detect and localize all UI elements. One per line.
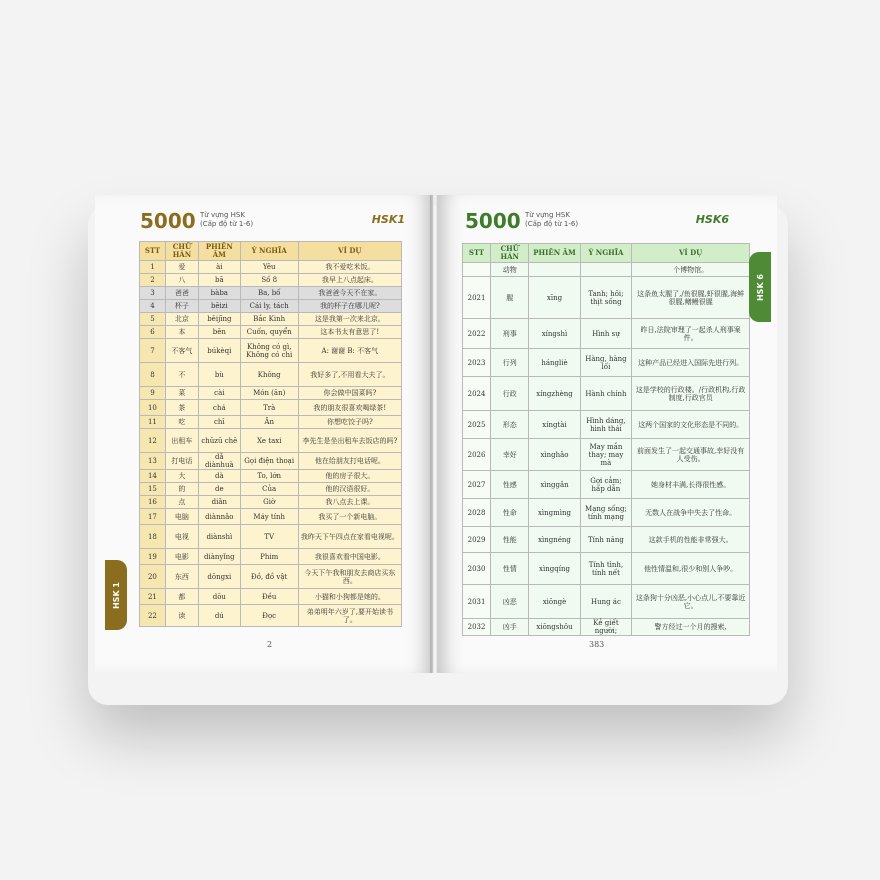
right-tab-label: HSK 6 bbox=[755, 273, 765, 301]
right-col-header: PHIÊN ÂM bbox=[529, 244, 580, 263]
left-table-row bbox=[140, 470, 402, 483]
right-header bbox=[465, 209, 729, 235]
left-table-cell: 爱 bbox=[165, 261, 198, 274]
left-table-cell: 我八点去上课。 bbox=[298, 496, 401, 509]
left-table-row bbox=[140, 483, 402, 496]
left-table-cell: dōu bbox=[198, 589, 240, 605]
left-col-header: PHIÊN ÂM bbox=[198, 242, 240, 261]
left-table-cell: bēizi bbox=[198, 300, 240, 313]
left-table-cell: Phim bbox=[240, 549, 298, 565]
left-table-row bbox=[140, 565, 402, 589]
right-table-row bbox=[463, 439, 750, 471]
right-table-cell: 刑事 bbox=[491, 319, 529, 349]
left-table-cell: 他在给朋友打电话呢。 bbox=[298, 453, 401, 470]
right-table-row bbox=[463, 527, 750, 553]
left-col-header: VÍ DỤ bbox=[298, 242, 401, 261]
left-table-cell: búkèqi bbox=[198, 339, 240, 363]
right-col-header: Ý NGHĨA bbox=[580, 244, 632, 263]
right-table-cell: 她身材丰满,长得很性感。 bbox=[632, 471, 750, 499]
left-table-cell: 你会做中国菜吗? bbox=[298, 387, 401, 400]
right-col-header: STT bbox=[463, 244, 491, 263]
right-table-cell: Hình dáng, hình thái bbox=[580, 411, 632, 439]
left-table-cell: 17 bbox=[140, 509, 166, 525]
right-table-cell: 个博物馆。 bbox=[632, 263, 750, 277]
left-level-label: HSK1 bbox=[371, 213, 405, 226]
right-table-row bbox=[463, 377, 750, 411]
right-table-row bbox=[463, 585, 750, 619]
left-table-row bbox=[140, 549, 402, 565]
left-table-cell: diànnǎo bbox=[198, 509, 240, 525]
left-table-cell: 电影 bbox=[165, 549, 198, 565]
left-col-header: CHỮ HÁN bbox=[165, 242, 198, 261]
left-table-cell: Bắc Kinh bbox=[240, 313, 298, 326]
left-table-row bbox=[140, 416, 402, 429]
right-table-cell: 这种产品已经进入国际先进行列。 bbox=[632, 349, 750, 377]
right-table-cell: Hành chính bbox=[580, 377, 632, 411]
left-table-cell: běijīng bbox=[198, 313, 240, 326]
right-table-cell: 前面发生了一起交通事故,幸好没有人受伤。 bbox=[632, 439, 750, 471]
right-table-cell: Tính năng bbox=[580, 527, 632, 553]
left-table-cell: Cuốn, quyển bbox=[240, 326, 298, 339]
right-table-row bbox=[463, 349, 750, 377]
left-table-cell: 李先生是坐出租车去饭店的吗? bbox=[298, 429, 401, 453]
right-table-cell: 幸好 bbox=[491, 439, 529, 471]
right-table-cell: 警方经过一个月的搜索, bbox=[632, 619, 750, 636]
left-table-cell: bù bbox=[198, 363, 240, 387]
left-table-cell: chá bbox=[198, 400, 240, 416]
left-table-cell: 11 bbox=[140, 416, 166, 429]
right-table-row bbox=[463, 553, 750, 585]
left-table-cell: 18 bbox=[140, 525, 166, 549]
left-table-cell: 这是我第一次来北京。 bbox=[298, 313, 401, 326]
right-table-cell: 性能 bbox=[491, 527, 529, 553]
left-table-cell: diǎn bbox=[198, 496, 240, 509]
right-table-cell: xíngshì bbox=[529, 319, 580, 349]
left-table-row bbox=[140, 589, 402, 605]
left-table-row bbox=[140, 605, 402, 627]
left-table-cell: 不客气 bbox=[165, 339, 198, 363]
left-table-cell: Không bbox=[240, 363, 298, 387]
left-table-cell: 14 bbox=[140, 470, 166, 483]
left-page bbox=[95, 195, 433, 673]
right-subtitle bbox=[525, 211, 578, 229]
right-table-cell: Mạng sống; tính mạng bbox=[580, 499, 632, 527]
left-table-cell: 杯子 bbox=[165, 300, 198, 313]
left-table-cell: 5 bbox=[140, 313, 166, 326]
right-table-cell: 2025 bbox=[463, 411, 491, 439]
left-table-cell: Đều bbox=[240, 589, 298, 605]
left-table-cell: 13 bbox=[140, 453, 166, 470]
left-table-cell: 这本书太有意思了! bbox=[298, 326, 401, 339]
left-table-cell: 大 bbox=[165, 470, 198, 483]
right-table-cell: Hình sự bbox=[580, 319, 632, 349]
right-table-cell: xìngqíng bbox=[529, 553, 580, 585]
left-table-row bbox=[140, 453, 402, 470]
left-table-cell: 我早上八点起床。 bbox=[298, 274, 401, 287]
left-subtitle bbox=[200, 211, 253, 229]
right-table-cell: xìngmìng bbox=[529, 499, 580, 527]
right-table-row bbox=[463, 263, 750, 277]
right-table-cell: xìnggǎn bbox=[529, 471, 580, 499]
right-table-cell: xíngtài bbox=[529, 411, 580, 439]
right-table-cell: Gợi cảm; hấp dẫn bbox=[580, 471, 632, 499]
left-table-cell: Cái ly, tách bbox=[240, 300, 298, 313]
left-table-row bbox=[140, 287, 402, 300]
left-table-cell: TV bbox=[240, 525, 298, 549]
left-table-cell: 4 bbox=[140, 300, 166, 313]
left-table-cell: Ăn bbox=[240, 416, 298, 429]
left-table-cell: Giờ bbox=[240, 496, 298, 509]
left-table-cell: de bbox=[198, 483, 240, 496]
left-table-cell: Trà bbox=[240, 400, 298, 416]
left-table-cell: 的 bbox=[165, 483, 198, 496]
left-table-cell: ài bbox=[198, 261, 240, 274]
left-table-cell: 我爸爸今天不在家。 bbox=[298, 287, 401, 300]
right-table-cell: Tanh; hôi; thịt sống bbox=[580, 277, 632, 319]
left-table-cell: 2 bbox=[140, 274, 166, 287]
left-col-header: STT bbox=[140, 242, 166, 261]
right-table-cell: 凶手 bbox=[491, 619, 529, 636]
right-table-cell bbox=[580, 263, 632, 277]
right-table-cell: 昨日,法院审理了一起杀人刑事案件。 bbox=[632, 319, 750, 349]
left-table-row bbox=[140, 313, 402, 326]
right-title-number: 5000 bbox=[465, 209, 521, 233]
right-level-label: HSK6 bbox=[695, 213, 729, 226]
left-table-cell: 他的房子很大。 bbox=[298, 470, 401, 483]
left-table-cell: 点 bbox=[165, 496, 198, 509]
left-table-cell: 吃 bbox=[165, 416, 198, 429]
left-table-cell: 打电话 bbox=[165, 453, 198, 470]
right-table-cell: Kẻ giết người; bbox=[580, 619, 632, 636]
right-level-tab bbox=[749, 252, 771, 322]
left-table-cell: Đọc bbox=[240, 605, 298, 627]
left-header bbox=[140, 209, 405, 235]
left-table-cell: 我的朋友很喜欢喝绿茶! bbox=[298, 400, 401, 416]
right-table-cell: 2028 bbox=[463, 499, 491, 527]
left-table-cell: 今天下午我和朋友去商店买东西。 bbox=[298, 565, 401, 589]
right-table-cell: May mắn thay; may mà bbox=[580, 439, 632, 471]
left-table-cell: 东西 bbox=[165, 565, 198, 589]
right-subtitle-line2: (Cấp độ từ 1-6) bbox=[525, 220, 579, 228]
left-table-cell: 19 bbox=[140, 549, 166, 565]
right-table-cell: 这条狗十分凶恶,小心点儿,不要靠近它。 bbox=[632, 585, 750, 619]
left-table-row bbox=[140, 509, 402, 525]
right-table-cell: xiōngè bbox=[529, 585, 580, 619]
right-table-cell: xiōngshǒu bbox=[529, 619, 580, 636]
left-table-row bbox=[140, 326, 402, 339]
right-table-cell: 凶恶 bbox=[491, 585, 529, 619]
left-table-cell: bā bbox=[198, 274, 240, 287]
right-table-cell: 2029 bbox=[463, 527, 491, 553]
left-table-cell: 3 bbox=[140, 287, 166, 300]
left-table-cell: 茶 bbox=[165, 400, 198, 416]
right-table-cell: xīng bbox=[529, 277, 580, 319]
left-table-cell: 7 bbox=[140, 339, 166, 363]
right-table-cell: 2023 bbox=[463, 349, 491, 377]
left-table-row bbox=[140, 496, 402, 509]
left-table-cell: Ba, bố bbox=[240, 287, 298, 300]
left-tab-label: HSK 1 bbox=[111, 581, 121, 609]
right-table-cell: 行列 bbox=[491, 349, 529, 377]
right-table-cell: 形态 bbox=[491, 411, 529, 439]
left-table-cell: chī bbox=[198, 416, 240, 429]
left-table-cell: 12 bbox=[140, 429, 166, 453]
left-table-cell: 读 bbox=[165, 605, 198, 627]
left-table-row bbox=[140, 525, 402, 549]
left-table-row bbox=[140, 261, 402, 274]
right-table-row bbox=[463, 471, 750, 499]
left-table-cell: Món (ăn) bbox=[240, 387, 298, 400]
right-table-cell: 2024 bbox=[463, 377, 491, 411]
left-table-cell: Yêu bbox=[240, 261, 298, 274]
right-table-row bbox=[463, 319, 750, 349]
right-table-cell: xìnghǎo bbox=[529, 439, 580, 471]
right-table-cell: 这是学校的行政楼。/行政机构,行政制度,行政官员 bbox=[632, 377, 750, 411]
left-table-cell: 八 bbox=[165, 274, 198, 287]
left-table-cell: 我买了一个新电脑。 bbox=[298, 509, 401, 525]
left-table-cell: 我好多了,不用看大夫了。 bbox=[298, 363, 401, 387]
right-table-cell: 这条鱼太腥了,/鱼很腥,虾很腥,海鲜很腥,鳝鳗很腥 bbox=[632, 277, 750, 319]
left-table-cell: 我很喜欢看中国电影。 bbox=[298, 549, 401, 565]
left-subtitle-line2: (Cấp độ từ 1-6) bbox=[200, 220, 254, 228]
left-table-cell: dōngxi bbox=[198, 565, 240, 589]
right-table-row bbox=[463, 277, 750, 319]
right-table-cell: 无数人在战争中失去了性命。 bbox=[632, 499, 750, 527]
right-table-cell: Tính tình, tính nết bbox=[580, 553, 632, 585]
right-table-cell: 这款手机的性能非常强大。 bbox=[632, 527, 750, 553]
right-table-cell: 2022 bbox=[463, 319, 491, 349]
right-table-cell: 性命 bbox=[491, 499, 529, 527]
left-table-cell: 16 bbox=[140, 496, 166, 509]
left-subtitle-line1: Từ vựng HSK bbox=[200, 211, 245, 219]
left-title-number: 5000 bbox=[140, 209, 196, 233]
left-table-cell: 爸爸 bbox=[165, 287, 198, 300]
left-table-cell: To, lớn bbox=[240, 470, 298, 483]
left-table-cell: diànyǐng bbox=[198, 549, 240, 565]
left-table-cell: 小猫和小狗都是她的。 bbox=[298, 589, 401, 605]
left-table-cell: cài bbox=[198, 387, 240, 400]
right-table-cell bbox=[463, 263, 491, 277]
right-table-cell: 行政 bbox=[491, 377, 529, 411]
left-table-row bbox=[140, 429, 402, 453]
left-table-cell: Máy tính bbox=[240, 509, 298, 525]
right-vocab-table bbox=[462, 243, 750, 636]
left-table-cell: 15 bbox=[140, 483, 166, 496]
left-table-cell: 他的汉语很好。 bbox=[298, 483, 401, 496]
right-table-cell: Hung ác bbox=[580, 585, 632, 619]
right-col-header: CHỮ HÁN bbox=[491, 244, 529, 263]
left-table-row bbox=[140, 387, 402, 400]
left-table-cell: 弟弟明年六岁了,要开始读书了。 bbox=[298, 605, 401, 627]
left-table-cell: 本 bbox=[165, 326, 198, 339]
left-table-cell: 菜 bbox=[165, 387, 198, 400]
left-table-cell: 22 bbox=[140, 605, 166, 627]
left-table-cell: 9 bbox=[140, 387, 166, 400]
right-table-cell: 2032 bbox=[463, 619, 491, 636]
right-table-cell: 2027 bbox=[463, 471, 491, 499]
right-page-number: 383 bbox=[589, 640, 605, 649]
left-table-row bbox=[140, 274, 402, 287]
right-table-cell: 他性情温和,很少和别人争吵。 bbox=[632, 553, 750, 585]
left-table-cell: dà bbox=[198, 470, 240, 483]
left-col-header: Ý NGHĨA bbox=[240, 242, 298, 261]
left-table-row bbox=[140, 400, 402, 416]
left-table-cell: 都 bbox=[165, 589, 198, 605]
right-table-row bbox=[463, 499, 750, 527]
right-table-cell: 2031 bbox=[463, 585, 491, 619]
left-table-cell: 出租车 bbox=[165, 429, 198, 453]
right-table-cell bbox=[529, 263, 580, 277]
right-table-row bbox=[463, 411, 750, 439]
left-table-cell: 20 bbox=[140, 565, 166, 589]
right-table-row bbox=[463, 619, 750, 636]
left-table-cell: diànshì bbox=[198, 525, 240, 549]
right-table-cell: 性情 bbox=[491, 553, 529, 585]
left-table-cell: 不 bbox=[165, 363, 198, 387]
left-table-cell: Đồ, đồ vật bbox=[240, 565, 298, 589]
left-vocab-table bbox=[139, 241, 402, 627]
left-table-cell: 我昨天下午四点在家看电视呢。 bbox=[298, 525, 401, 549]
left-table-cell: bàba bbox=[198, 287, 240, 300]
left-table-cell: 21 bbox=[140, 589, 166, 605]
right-subtitle-line1: Từ vựng HSK bbox=[525, 211, 570, 219]
left-table-cell: dú bbox=[198, 605, 240, 627]
right-page bbox=[437, 195, 777, 673]
left-table-cell: 电脑 bbox=[165, 509, 198, 525]
right-table-cell: 动物 bbox=[491, 263, 529, 277]
right-table-cell: 这两个国家的文化形态是不同的。 bbox=[632, 411, 750, 439]
left-table-cell: Của bbox=[240, 483, 298, 496]
left-table-cell: 北京 bbox=[165, 313, 198, 326]
left-table-cell: Không có gì, Không có chi bbox=[240, 339, 298, 363]
left-table-cell: běn bbox=[198, 326, 240, 339]
left-table-cell: 电视 bbox=[165, 525, 198, 549]
left-table-cell: chūzū chē bbox=[198, 429, 240, 453]
left-table-cell: Số 8 bbox=[240, 274, 298, 287]
left-table-cell: dǎ diànhuà bbox=[198, 453, 240, 470]
right-table-cell: xíngzhèng bbox=[529, 377, 580, 411]
left-page-number: 2 bbox=[267, 640, 273, 649]
right-table-cell: 腥 bbox=[491, 277, 529, 319]
left-table-cell: Xe taxi bbox=[240, 429, 298, 453]
left-table-row bbox=[140, 300, 402, 313]
left-table-cell: 6 bbox=[140, 326, 166, 339]
left-table-cell: 8 bbox=[140, 363, 166, 387]
right-table-cell: hángliè bbox=[529, 349, 580, 377]
right-table-cell: 2021 bbox=[463, 277, 491, 319]
left-table-cell: Gọi điện thoại bbox=[240, 453, 298, 470]
right-table-cell: 性感 bbox=[491, 471, 529, 499]
left-table-row bbox=[140, 363, 402, 387]
right-table-cell: Hàng, hàng lối bbox=[580, 349, 632, 377]
right-table-cell: 2026 bbox=[463, 439, 491, 471]
left-table-cell: 1 bbox=[140, 261, 166, 274]
left-table-cell: 你想吃饺子吗? bbox=[298, 416, 401, 429]
left-table-cell: 我不爱吃米饭。 bbox=[298, 261, 401, 274]
left-table-row bbox=[140, 339, 402, 363]
right-table-cell: xìngnéng bbox=[529, 527, 580, 553]
right-table-cell: 2030 bbox=[463, 553, 491, 585]
right-col-header: VÍ DỤ bbox=[632, 244, 750, 263]
left-table-cell: 10 bbox=[140, 400, 166, 416]
left-table-cell: 我的杯子在哪儿呢? bbox=[298, 300, 401, 313]
left-level-tab bbox=[105, 560, 127, 630]
left-table-cell: A: 谢谢 B: 不客气 bbox=[298, 339, 401, 363]
